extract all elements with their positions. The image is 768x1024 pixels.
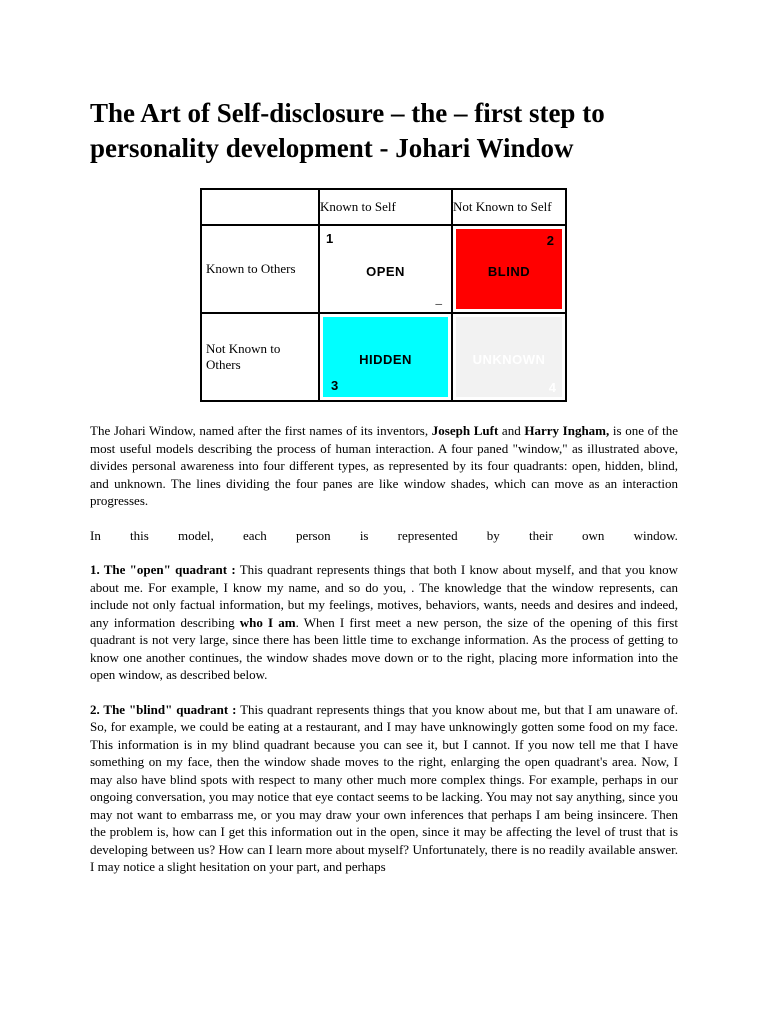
header-not-known-to-self: Not Known to Self [452, 189, 566, 225]
text-run: This quadrant represents things that both I know about myself, and that you know about me. For example, I know my name, and so do you, . The knowledge that the window represents, can include not only factual information, but my feelings, motives, behaviors, wants, needs and desires and indeed, any information describing [90, 562, 679, 630]
row-label-not-known-to-others: Not Known to Others [201, 313, 319, 401]
inventor-name-luft: Joseph Luft [431, 423, 499, 438]
paragraph-intro [90, 422, 678, 510]
word: is [359, 527, 369, 543]
emphasis-who-i-am: who I am [239, 614, 296, 630]
word: window. [633, 527, 678, 543]
blind-quadrant [456, 229, 562, 309]
inventor-name-ingham: Harry Ingham, [524, 423, 610, 438]
word: by [486, 527, 500, 543]
unknown-quadrant-cell [452, 313, 566, 401]
johari-window-table [200, 188, 567, 402]
open-quadrant-cell [319, 225, 452, 313]
word: In [90, 527, 101, 543]
paragraph-open-quadrant [90, 561, 678, 684]
hidden-quadrant-label: HIDDEN [359, 352, 412, 368]
unknown-quadrant-label: UNKNOWN [472, 352, 546, 368]
text-run: The Johari Window, named after the first names of its inventors, [90, 423, 432, 438]
section-heading-blind: 2. The "blind" quadrant : [90, 701, 237, 717]
word: their [528, 527, 553, 543]
paragraph-model-line [90, 527, 678, 545]
text-run: This quadrant represents things that you know about me, but that I am unaware of. So, for example, we could be eating at a restaurant, and I may have unknowingly gotten some food on my face. This information is in my blind quadrant because you can see it, but I cannot. If you now tell me that I have something on my face, then the window shade moves to the right, enlarging the open quadrant's area. Now, I may also have blind spots with respect to many other much more complex things. For example, perhaps in our ongoing conversation, you may notice that eye contact seems to be lacking. You may not say anything, since you may not want to embarrass me, or you may draw your own inferences that perhaps I am being insincere. Then the problem is, how can I get this information out in the open, since it may be affecting the level of trust that is developing between us? How can I learn more about myself? Unfortunately, there is no readily available answer. I may notice a slight hesitation on your part, and perhaps [90, 701, 678, 874]
section-heading-open: 1. The "open" quadrant : [90, 562, 236, 577]
text-run: and [498, 423, 525, 438]
text-run: . When I first meet a new person, the size of the opening of this first quadrant is not very large, since there has been little time to exchange information. As the process of getting to know one another continues, the window shades move down or to the right, placing more information into the open window, as described below. [90, 614, 678, 682]
hidden-quadrant [323, 317, 448, 397]
unknown-quadrant [456, 317, 562, 397]
word: represented [397, 527, 458, 543]
word: own [581, 527, 605, 543]
blind-quadrant-cell [452, 225, 566, 313]
hidden-quadrant-cell [319, 313, 452, 401]
paragraph-blind-quadrant [90, 701, 678, 876]
word: this [130, 527, 149, 543]
open-quadrant-number: 1 [326, 231, 334, 246]
page-title: The Art of Self-disclosure – the – first step to personality development - Johari Window [90, 98, 605, 163]
blind-quadrant-number: 2 [546, 233, 554, 248]
blind-quadrant-label: BLIND [487, 264, 531, 280]
open-quadrant [323, 229, 448, 309]
word: model, [178, 527, 214, 543]
text-run: is one of the most useful models describing the process of human interaction. A four paned "window," as illustrated above, divides personal awareness into four different types, as represented by its four quadrants: open, hidden, blind, and unknown. The lines dividing the four panes are like window shades, which can move as an interaction progresses. [90, 423, 679, 508]
open-quadrant-dash: _ [435, 291, 442, 306]
unknown-quadrant-number: 4 [548, 380, 556, 395]
header-known-to-self: Known to Self [319, 189, 452, 225]
hidden-quadrant-number: 3 [331, 378, 339, 393]
word: each [242, 527, 267, 543]
header-corner-cell [201, 189, 319, 225]
word: person [295, 527, 331, 543]
open-quadrant-label: OPEN [366, 264, 405, 280]
row-label-known-to-others: Known to Others [201, 225, 319, 313]
article-body [90, 422, 678, 876]
